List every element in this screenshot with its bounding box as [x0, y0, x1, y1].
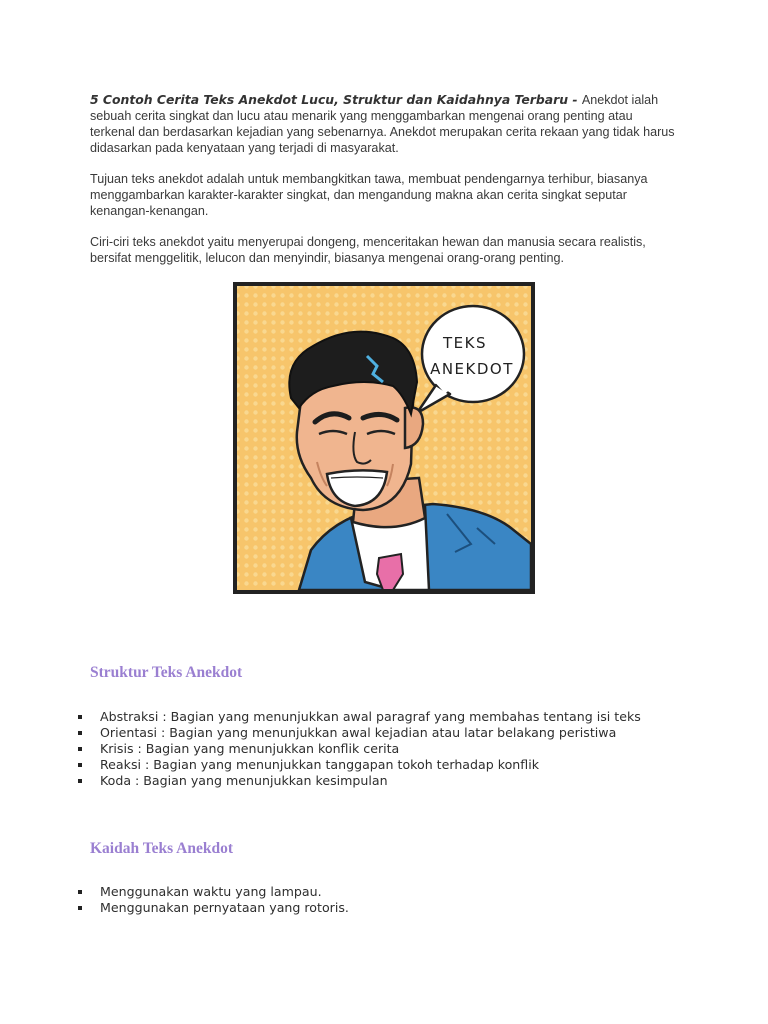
list-item: Koda : Bagian yang menunjukkan kesimpulan — [78, 773, 641, 789]
kaidah-list — [78, 884, 349, 916]
article-title: 5 Contoh Cerita Teks Anekdot Lucu, Struktur dan Kaidahnya Terbaru - — [90, 92, 582, 107]
bubble-text-teks: TEKS — [443, 334, 487, 352]
struktur-heading: Struktur Teks Anekdot — [90, 664, 243, 681]
bubble-text-anekdot: ANEKDOT — [430, 360, 514, 378]
intro-paragraph-2: Tujuan teks anekdot adalah untuk membangkitkan tawa, membuat pendengarnya terhibur, biasanya menggambarkan karakter-karakter singkat, dan mengandung makna akan cerita singkat seputar kenangan-kenangan. — [90, 172, 648, 218]
list-item: Krisis : Bagian yang menunjukkan konflik cerita — [78, 741, 641, 757]
comic-man-laughing-image — [233, 282, 535, 594]
intro-paragraph-3: Ciri-ciri teks anekdot yaitu menyerupai dongeng, menceritakan hewan dan manusia secara realistis, bersifat menggelitik, lelucon dan menyindir, biasanya mengenai orang-orang penting. — [90, 235, 646, 265]
list-item: Reaksi : Bagian yang menunjukkan tanggapan tokoh terhadap konflik — [78, 757, 641, 773]
intro-paragraph-1 — [90, 92, 680, 156]
list-item: Menggunakan pernyataan yang rotoris. — [78, 900, 349, 916]
article-intro — [90, 92, 680, 281]
intro-paragraph-1-text: Anekdot ialah sebuah cerita singkat dan lucu atau menarik yang menggambarkan mengenai orang penting atau terkenal dan berdasarkan kejadian yang sebenarnya. Anekdot merupakan cerita rekaan yang tidak harus didasarkan pada kenyataan yang terjadi di masyarakat. — [90, 93, 675, 155]
struktur-list — [78, 709, 641, 789]
list-item: Abstraksi : Bagian yang menunjukkan awal paragraf yang membahas tentang isi teks — [78, 709, 641, 725]
kaidah-heading: Kaidah Teks Anekdot — [90, 840, 234, 857]
list-item: Orientasi : Bagian yang menunjukkan awal kejadian atau latar belakang peristiwa — [78, 725, 641, 741]
anekdot-illustration — [233, 282, 535, 594]
list-item: Menggunakan waktu yang lampau. — [78, 884, 349, 900]
